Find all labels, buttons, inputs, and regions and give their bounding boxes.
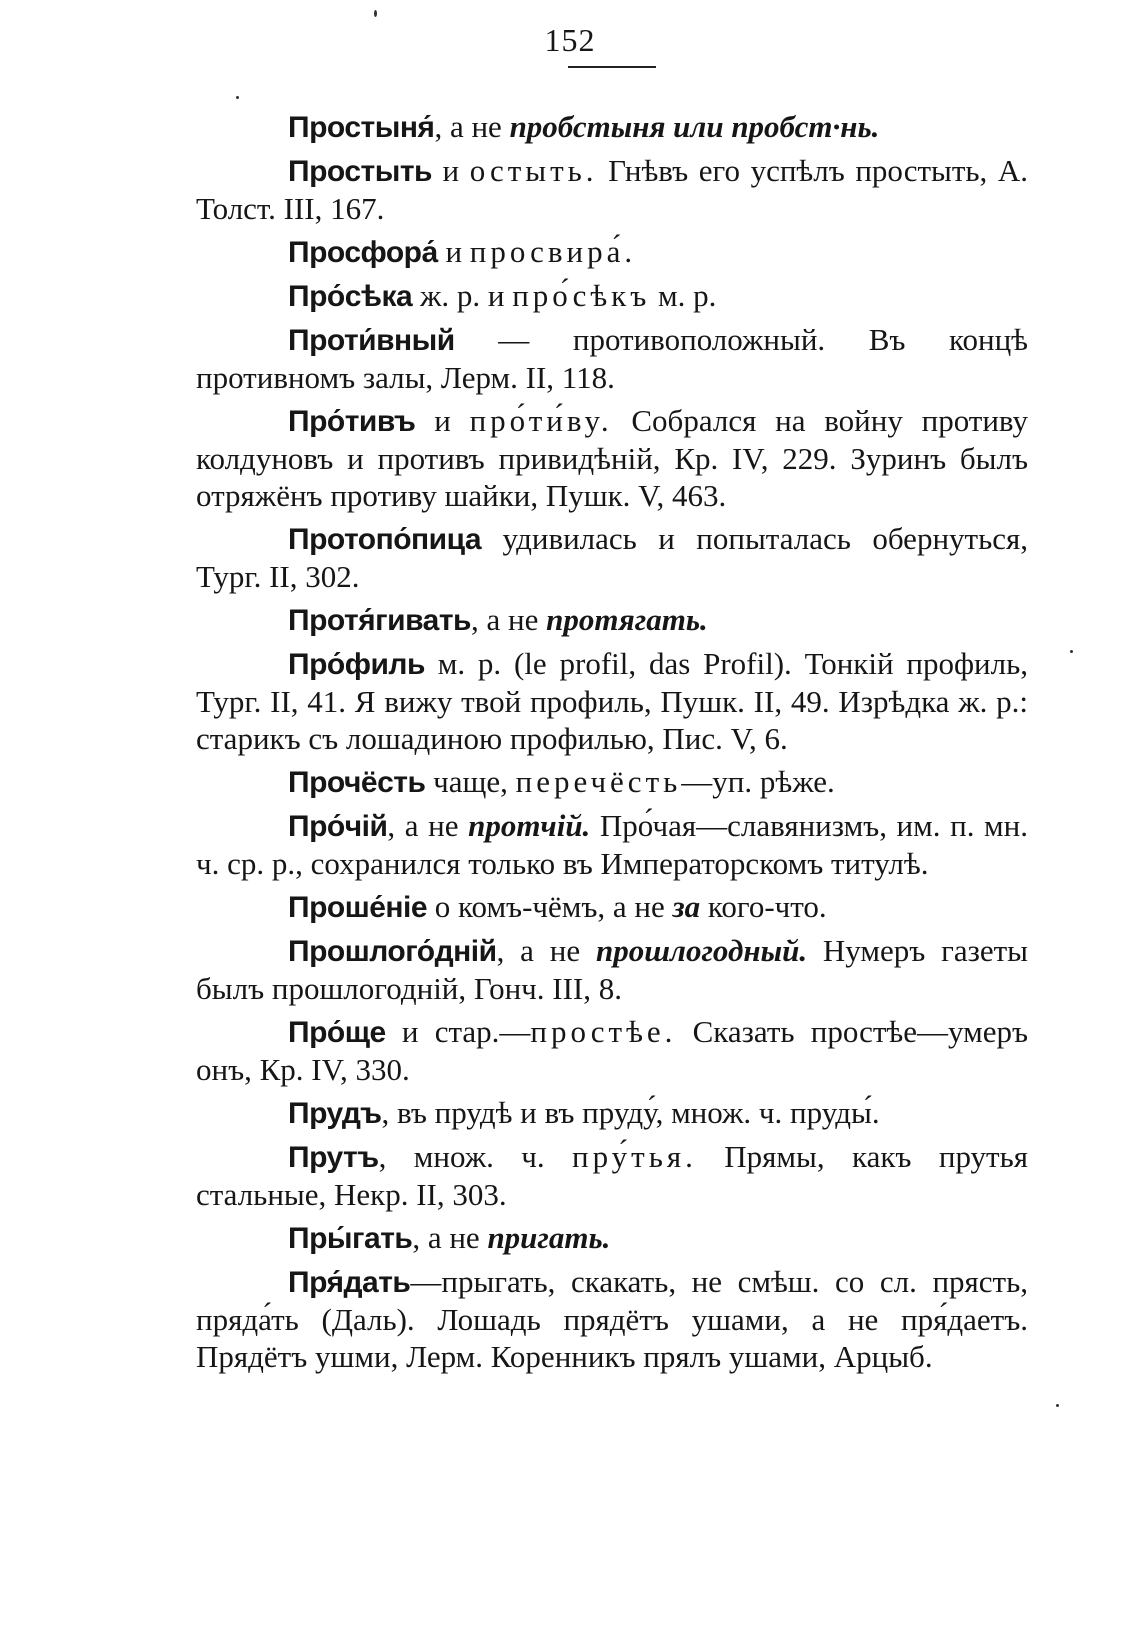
entry-text: и xyxy=(431,153,470,188)
entry-text: удивилась и попыталась обернуться, Тург. II, 302. xyxy=(196,521,1028,594)
dictionary-entry xyxy=(196,152,1028,227)
entry-spaced-form: перечёсть xyxy=(515,764,682,799)
entry-italic-form: пробстыня или пробст·нь. xyxy=(509,109,880,144)
dictionary-entry xyxy=(196,277,1028,315)
entry-italic-form: прошлогодный. xyxy=(595,933,808,968)
dictionary-entry xyxy=(196,1094,1028,1132)
entry-text: , въ прудѣ и въ пруду́, множ. ч. пруды́. xyxy=(381,1095,880,1130)
ink-speck xyxy=(1070,650,1073,653)
entry-headword: Про́тивъ xyxy=(288,405,416,438)
ink-speck xyxy=(1056,1404,1059,1407)
entry-headword: Прудъ xyxy=(288,1097,382,1130)
dictionary-entry xyxy=(196,1219,1028,1257)
entry-headword: Прутъ xyxy=(288,1141,379,1174)
ink-speck xyxy=(236,96,239,99)
ink-speck xyxy=(374,10,377,17)
entry-text: , а не xyxy=(412,1220,488,1255)
page-number-underline xyxy=(568,66,656,68)
entry-text: , а не xyxy=(470,602,547,637)
entry-text: — противоположный. Въ концѣ противномъ залы, Лерм. II, 118. xyxy=(196,322,1028,395)
entry-text: и xyxy=(437,234,470,269)
dictionary-entry xyxy=(196,321,1028,396)
entry-headword: Прошлого́дній xyxy=(288,935,497,968)
entry-text: м. р. xyxy=(650,278,717,313)
entry-italic-form: протчій. xyxy=(468,808,591,843)
entry-spaced-form: про́ти́ву. xyxy=(469,403,613,438)
dictionary-entry xyxy=(196,520,1028,595)
entry-spaced-form: простѣе. xyxy=(530,1014,677,1049)
dictionary-entry xyxy=(196,402,1028,514)
entry-text: кого-что. xyxy=(700,889,827,924)
entry-text: м. р. (le profil, das Profil). Тонкій профиль, Тург. II, 41. Я вижу твой профиль, Пушк. II, 49. Изрѣдка ж. р.: старикъ съ лошадиною профилью, Пис. V, 6. xyxy=(196,646,1028,756)
entry-spaced-form: просвира́. xyxy=(469,234,637,269)
entry-text: Нумеръ газеты былъ прошлогодній, Гонч. III, 8. xyxy=(196,933,1028,1006)
entry-headword: Про́ще xyxy=(288,1016,386,1049)
entry-text: и стар.— xyxy=(385,1014,531,1049)
entry-text: —уп. рѣже. xyxy=(681,764,835,799)
entry-spaced-form: пру́тья. xyxy=(572,1139,697,1174)
entry-headword: Про́чій xyxy=(288,810,388,843)
entry-headword: Про́сѣка xyxy=(288,280,413,313)
dictionary-entry xyxy=(196,763,1028,801)
entry-headword: Пры́гать xyxy=(288,1222,413,1255)
entry-headword: Проше́ніе xyxy=(288,891,428,924)
entry-text: чаще, xyxy=(425,764,516,799)
dictionary-entry xyxy=(196,645,1028,757)
entry-spaced-form: остыть. xyxy=(469,153,598,188)
entry-text: , а не xyxy=(434,109,510,144)
entry-headword: Протя́гивать xyxy=(288,604,471,637)
entry-text: Про́чая—славянизмъ, им. п. мн. ч. ср. р., сохранился только въ Императорскомъ титулѣ. xyxy=(196,808,1029,881)
entry-text: , а не xyxy=(496,933,596,968)
dictionary-entry xyxy=(196,601,1028,639)
entry-text: Гнѣвъ его успѣлъ простыть, А. Толст. III, 167. xyxy=(196,153,1028,226)
entry-headword: Прочёсть xyxy=(288,766,426,799)
entry-text: ж. р. и xyxy=(412,278,513,313)
dictionary-entry xyxy=(196,888,1028,926)
entry-headword: Просфора́ xyxy=(288,236,438,269)
entry-spaced-form: про́сѣкъ xyxy=(512,278,651,313)
page-number: 152 xyxy=(544,22,596,58)
entry-italic-form: за xyxy=(672,889,701,924)
entry-text: Сказать простѣе—умеръ онъ, Кр. IV, 330. xyxy=(196,1014,1028,1087)
entry-headword: Простыть xyxy=(288,155,432,188)
dictionary-entry xyxy=(196,807,1028,882)
dictionary-entry xyxy=(196,1013,1028,1088)
entry-text: Собрался на войну противу колдуновъ и противъ привидѣній, Кр. IV, 229. Зуринъ былъ отряжёнъ противу шайки, Пушк. V, 463. xyxy=(196,403,1029,513)
entry-italic-form: пригать. xyxy=(487,1220,611,1255)
dictionary-entry xyxy=(196,1263,1028,1375)
dictionary-entries xyxy=(196,108,1028,1381)
dictionary-entry xyxy=(196,108,1028,146)
dictionary-entry xyxy=(196,1138,1028,1213)
entry-headword: Простыня́ xyxy=(288,111,435,144)
entry-text: —прыгать, скакать, не смѣш. со сл. прясть, пряда́ть (Даль). Лошадь прядётъ ушами, а не пря́даетъ. Прядётъ ушми, Лерм. Коренникъ прялъ ушами, Арцыб. xyxy=(196,1264,1028,1374)
entry-headword: Про́филь xyxy=(288,648,425,681)
entry-text: Прямы, какъ прутья стальные, Некр. II, 303. xyxy=(196,1139,1028,1212)
entry-headword: Протопо́пица xyxy=(288,523,482,556)
entry-headword: Проти́вный xyxy=(288,324,455,357)
entry-text: , множ. ч. xyxy=(378,1139,572,1174)
dictionary-entry xyxy=(196,233,1028,271)
entry-text: и xyxy=(415,403,470,438)
entry-italic-form: протягать. xyxy=(546,602,708,637)
entry-text: о комъ-чёмъ, а не xyxy=(427,889,673,924)
entry-headword: Пря́дать xyxy=(288,1266,411,1299)
dictionary-entry xyxy=(196,932,1028,1007)
entry-text: , а не xyxy=(387,808,469,843)
